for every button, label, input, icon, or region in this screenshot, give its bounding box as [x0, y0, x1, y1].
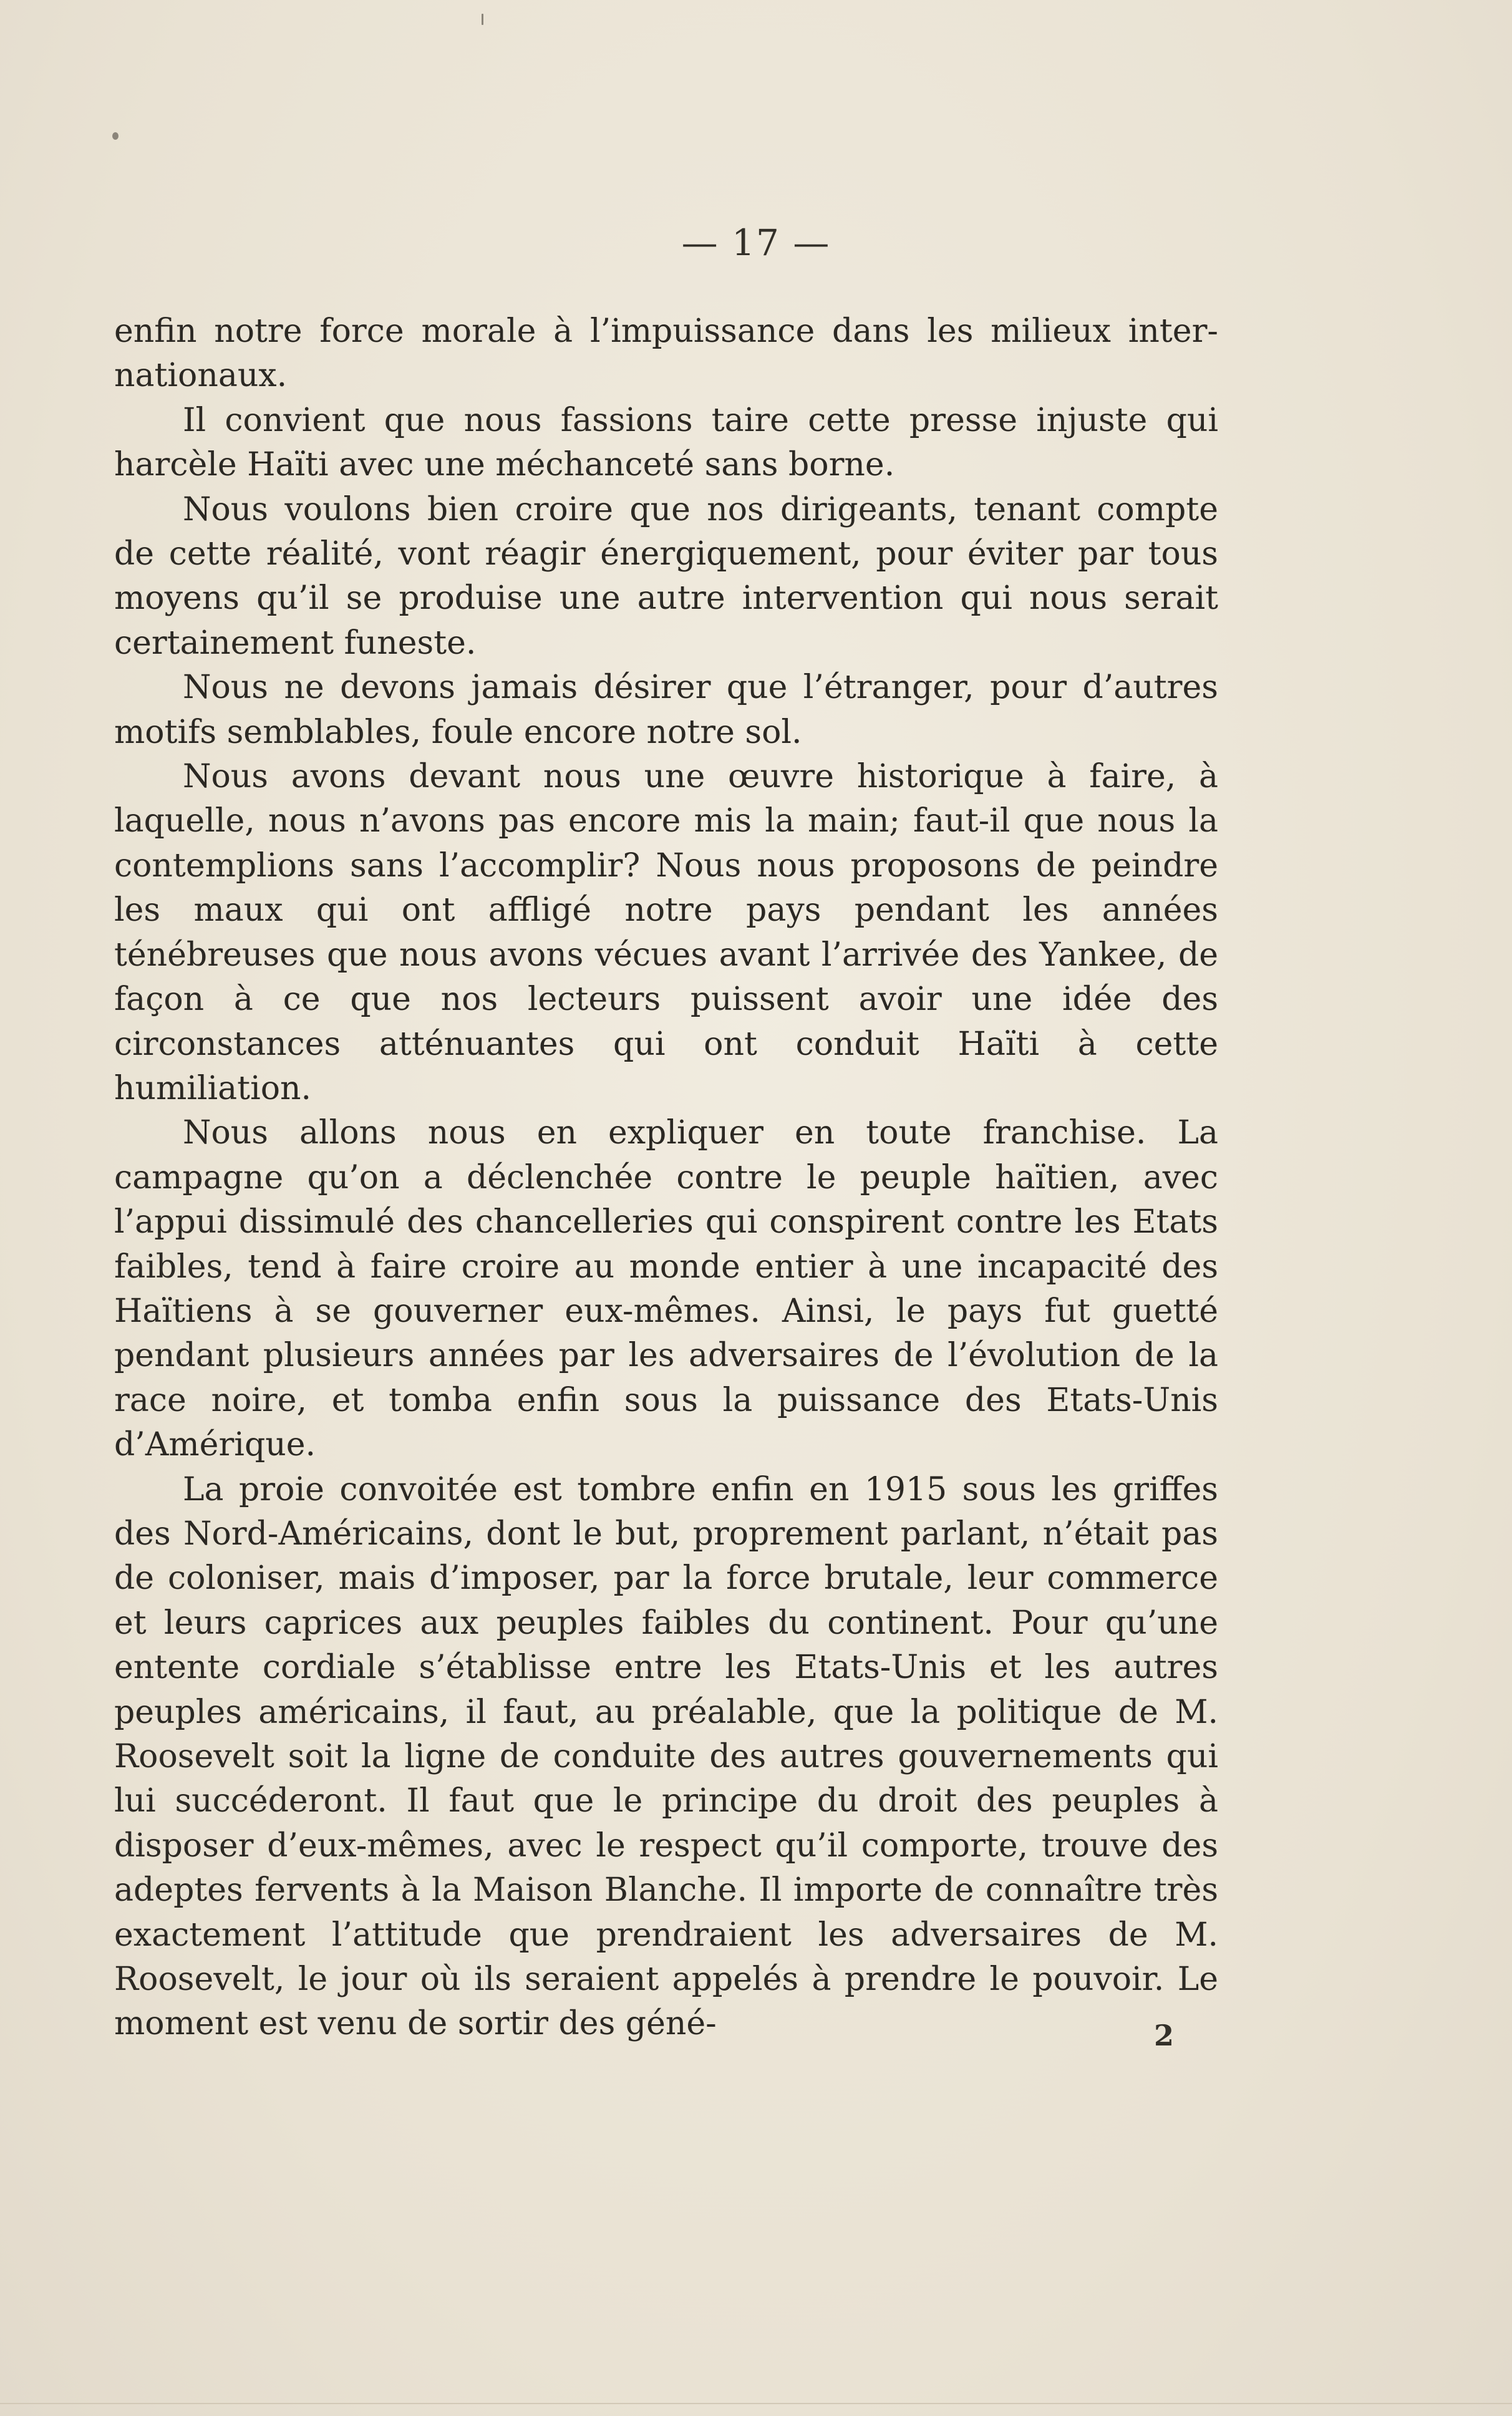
signature-mark: 2 — [1154, 2019, 1175, 2052]
paragraph: Nous ne devons jamais désirer que l’étranger, pour d’autres motifs semblables, foule encore notre sol. — [114, 669, 1218, 751]
paragraph: Nous avons devant nous une œuvre historique à faire, à laquelle, nous n’avons pas encore mis la main; faut-il que nous la contemplions sans l’accomplir? Nous nous proposons de peindre les maux qui ont affligé notre pays pendant les années ténébreuses que nous avons vécues avant l’arrivée des Yankee, de façon à ce que nos lecteurs puissent avoir une idée des circonstances atténuantes qui ont conduit Haïti à cette humiliation. — [114, 758, 1218, 1107]
paragraph: Nous allons nous en expliquer en toute franchise. La campagne qu’on a déclenchée contre le peuple haïtien, avec l’appui dissimulé des chancelleries qui conspirent contre les Etats faibles, tend à faire croire au monde entier à une incapacité des Haïtiens à se gouverner eux-mêmes. Ainsi, le pays fut guetté pendant plusieurs années par les adversaires de l’évolution de la race noire, et tomba enfin sous la puissance des Etats-Unis d’Amérique. — [114, 1114, 1218, 1464]
paragraph: Nous voulons bien croire que nos dirigeants, tenant compte de cette réalité, vont réagir énergiquement, pour éviter par tous moyens qu’il se produise une autre intervention qui nous serait certainement funeste. — [114, 490, 1218, 662]
page-number: — 17 — — [681, 221, 831, 264]
print-speck — [482, 14, 483, 25]
page-edge-line — [0, 2403, 1512, 2404]
print-speck — [112, 132, 119, 140]
paragraph: Il convient que nous fassions taire cette presse injuste qui harcèle Haïti avec une méchanceté sans borne. — [114, 401, 1218, 484]
paragraph: enfin notre force morale à l’impuissance dans les milieux inter-nationaux. — [114, 313, 1218, 395]
paragraph: La proie convoitée est tombre enfin en 1915 sous les griffes des Nord-Américains, dont le but, proprement parlant, n’était pas de coloniser, mais d’imposer, par la force brutale, leur commerce et leurs caprices aux peuples faibles du continent. Pour qu’une entente cordiale s’établisse entre les Etats-Unis et les autres peuples américains, il faut, au préalable, que la politique de M. Roosevelt soit la ligne de conduite des autres gouvernements qui lui succéderont. Il faut que le principe du droit des peuples à disposer d’eux-mêmes, avec le respect qu’il comporte, trouve des adeptes fervents à la Maison Blanche. Il importe de connaître très exactement l’attitude que prendraient les adversaires de M. Roosevelt, le jour où ils seraient appelés à prendre le pouvoir. Le moment est venu de sortir des géné- — [114, 1470, 1218, 2043]
body-text — [114, 309, 1218, 2047]
